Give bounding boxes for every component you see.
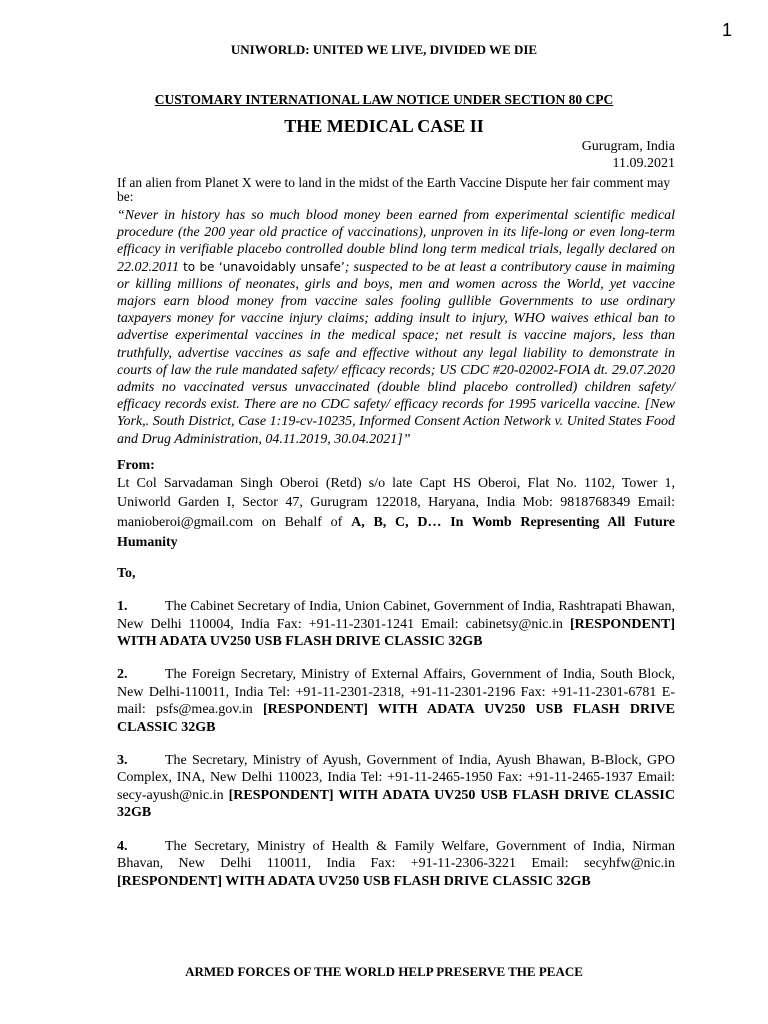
from-text [117,474,675,552]
quote-part-3: ; suspected to be at least a contributory cause in maiming or killing millions of neonates, girls and boys, men and women across the World, yet vaccine majors earn blood money from vaccine sales fooling gullible Governments to use ordinary taxpayers money for vaccine injury claims; adding insult to injury, WHO waives ethical ban to advertise experimental vaccines in the medical space; net result is vaccine majors, less than truthfully, advertise vaccines as safe and effective without any legal liability to demonstrate in courts of law the rule mandated safety/ efficacy records; US CDC #20-02002-FOIA dt. 29.07.2020 admits no vaccinated versus unvaccinated (double blind placebo controlled) children safety/ efficacy records exist. There are no CDC safety/ efficacy records for 1995 varicella vaccine. [New York,. South District, Case 1:19-cv-10235, Informed Consent Action Network v. United States Food and Drug Administration, 04.11.2019, 30.04.2021]” [117,259,675,447]
recipient-item [117,598,675,650]
recipient-item [117,838,675,890]
recipient-respondent: [RESPONDENT] WITH ADATA UV250 USB FLASH DRIVE CLASSIC 32GB [117,787,675,821]
quote-paragraph [117,207,675,448]
page-header: UNIWORLD: UNITED WE LIVE, DIVIDED WE DIE [230,42,538,57]
recipient-number: 3. [117,753,128,769]
notice-title: CUSTOMARY INTERNATIONAL LAW NOTICE UNDER SECTION 80 CPC [154,92,614,107]
page-number: 1 [721,20,732,40]
date: 11.09.2021 [612,156,675,171]
from-label: From: [117,457,155,473]
recipient-respondent: [RESPONDENT] WITH ADATA UV250 USB FLASH DRIVE CLASSIC 32GB [117,702,675,735]
recipient-number: 1. [117,599,128,615]
case-title: THE MEDICAL CASE II [284,116,484,136]
recipient-text: The Secretary, Ministry of Ayush, Government of India, Ayush Bhawan, B-Block, GPO Complex, INA, New Delhi 110023, India Tel: +91-11-2465-1950 Fax: +91-11-2465-1937 Email: secy-ayush@nic.in [117,753,675,803]
recipient-item [117,752,675,822]
recipient-text: The Cabinet Secretary of India, Union Cabinet, Government of India, Rashtrapati Bhawan, New Delhi 110004, India Fax: +91-11-2301-1241 Email: cabinetsy@nic.in [117,599,675,632]
recipient-number: 4. [117,838,128,854]
place: Gurugram, India [581,139,675,154]
quote-part-2: to be ‘unavoidably unsafe’ [183,259,345,274]
recipient-item [117,666,675,736]
recipient-respondent: [RESPONDENT] WITH ADATA UV250 USB FLASH DRIVE CLASSIC 32GB [117,873,591,889]
recipient-number: 2. [117,667,128,683]
to-label: To, [117,566,136,582]
recipient-text: The Secretary, Ministry of Health & Family Welfare, Government of India, Nirman Bhavan, New Delhi 110011, India Fax: +91-11-2306-3221 Email: secyhfw@nic.in [117,838,675,872]
recipient-respondent: [RESPONDENT] WITH ADATA UV250 USB FLASH DRIVE CLASSIC 32GB [117,616,675,650]
page-footer: ARMED FORCES OF THE WORLD HELP PRESERVE THE PEACE [185,964,583,979]
from-address: Lt Col Sarvadaman Singh Oberoi (Retd) s/o late Capt HS Oberoi, Flat No. 1102, Tower 1, Uniworld Garden I, Sector 47, Gurugram 122018, Haryana, India Mob: 9818768349 Email: manioberoi@gmail.com on Behalf of [117,475,675,531]
recipient-text: The Foreign Secretary, Ministry of External Affairs, Government of India, South Block, New Delhi-110011, India Tel: +91-11-2301-2318, +91-11-2301-2196 Fax: +91-11-2301-6781 E-mail: psfs@mea.gov.in [117,667,675,718]
quote-part-1: “Never in history has so much blood money been earned from experimental scientific medical procedure (the 200 year old practice of vaccinations), unproven in its life-long or even long-term efficacy in verifiable placebo controlled double blind long term medical trials, legally declared on 22.02.2011 [117,208,675,275]
place-date [582,138,675,172]
body-content [117,176,675,890]
intro-text: If an alien from Planet X were to land in the midst of the Earth Vaccine Dispute her fair comment may be: [117,175,671,204]
from-behalf: A, B, C, D… In Womb Representing All Future Humanity [117,515,675,550]
